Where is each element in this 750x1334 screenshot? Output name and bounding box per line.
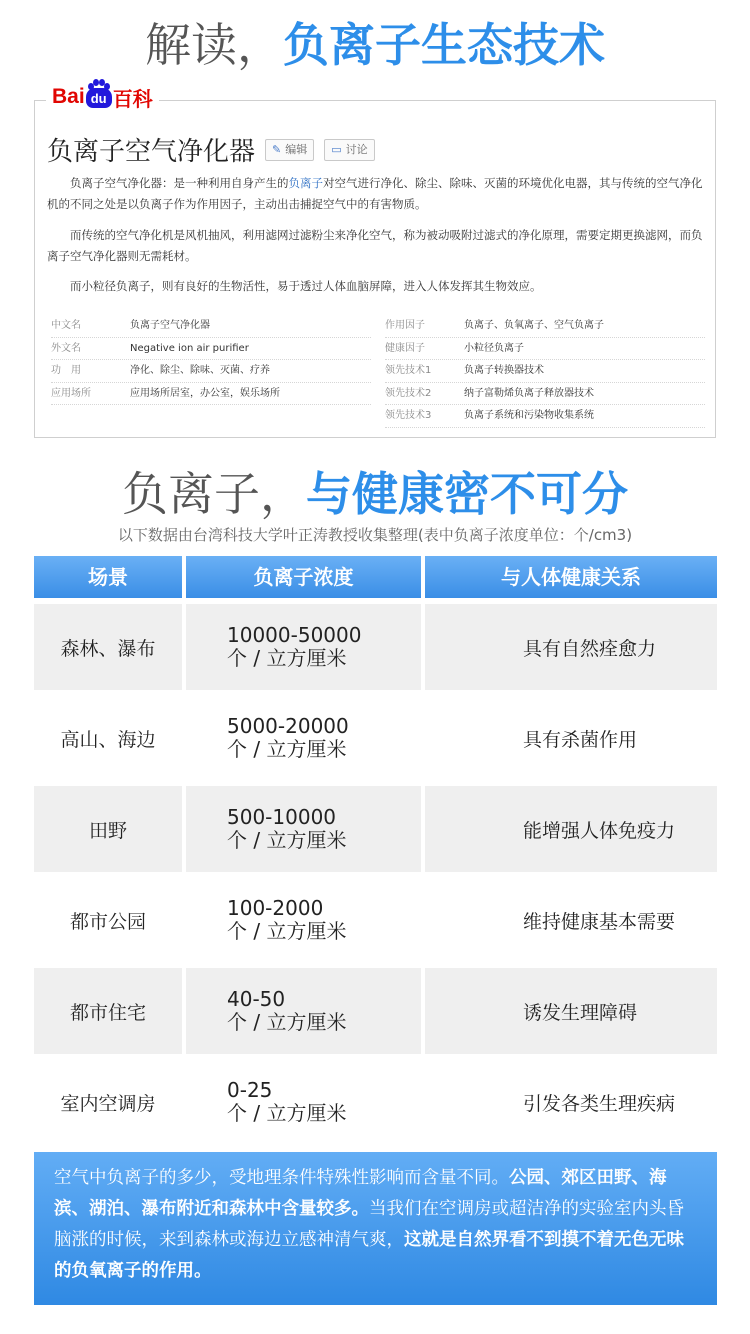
cell-scene: 室内空调房 [60,1092,156,1115]
info-row [385,383,705,406]
logo-du: du [90,91,107,106]
info-value: 纳子富勒烯负离子释放器技术 [464,387,594,399]
concentration-unit: 个 / 立方厘米 [227,1010,347,1034]
section2-subtitle: 以下数据由台湾科技大学叶正涛教授收集整理(表中负离子浓度单位：个/cm3) [117,526,633,544]
cell-relation: 维持健康基本需要 [523,910,676,933]
header-scene: 场景 [34,556,182,598]
section1-title [0,14,750,76]
concentration-unit: 个 / 立方厘米 [227,828,347,852]
cell-concentration [186,786,421,872]
table-row [34,604,717,690]
baidu-baike-logo [46,80,159,114]
info-value: Negative ion air purifier [130,342,249,354]
info-key: 领先技术3 [385,410,432,421]
info-row [385,360,705,383]
section1-title-accent: 负离子生态技术 [283,18,605,72]
info-row [385,315,705,338]
info-key: 健康因子 [385,342,425,354]
info-row [51,360,371,383]
concentration-value: 500-10000 [227,805,337,829]
cell-relation: 具有杀菌作用 [523,728,638,751]
concentration-value: 100-2000 [227,896,324,920]
cell-concentration [186,968,421,1054]
table-row [34,1059,717,1145]
note-text-1: 空气中负离子的多少，受地理条件特殊性影响而含量不同。 [54,1168,509,1188]
info-value: 小粒径负离子 [464,342,524,354]
info-key: 应用场所 [51,387,91,399]
cell-concentration [186,604,421,690]
info-value: 负离子系统和污染物收集系统 [464,410,594,421]
baike-paragraph-2: 而传统的空气净化机是风机抽风，利用滤网过滤粉尘来净化空气，称为被动吸附过滤式的净化原理，需要定期更换滤网，而负离子空气净化器则无需耗材。 [47,228,703,263]
info-key: 领先技术1 [385,365,432,376]
edit-button[interactable] [265,139,314,161]
cell-concentration [186,877,421,963]
paw-icon [88,79,110,87]
concentration-unit: 个 / 立方厘米 [227,1101,347,1125]
info-value: 负离子转换器技术 [464,365,544,376]
section2-title-accent: 与健康密不可分 [306,467,628,521]
para1-text-a: 负离子空气净化器：是一种利用自身产生的 [70,176,289,190]
cell-scene: 森林、瀑布 [34,604,182,690]
edit-label: 编辑 [285,142,308,156]
info-key: 中文名 [51,320,81,331]
cell-relation: 诱发生理障碍 [425,968,717,1054]
concentration-unit: 个 / 立方厘米 [227,737,347,761]
baike-heading: 负离子空气净化器 [47,137,256,167]
info-value: 负离子空气净化器 [130,320,210,331]
concentration-value: 5000-20000 [227,714,349,738]
baike-header [47,131,375,168]
table-row [34,786,717,872]
cell-scene: 都市住宅 [34,968,182,1054]
info-row [51,383,371,406]
info-value: 负离子、负氧离子、空气负离子 [464,320,604,331]
info-row [51,338,371,361]
concentration-unit: 个 / 立方厘米 [227,646,347,670]
pencil-icon: ✎ [272,142,282,156]
cell-scene: 都市公园 [69,910,146,933]
cell-concentration [186,695,421,781]
table-row [34,877,717,963]
info-key: 作用因子 [385,320,425,331]
concentration-value: 10000-50000 [227,623,362,647]
logo-bai: Bai [52,85,85,108]
info-key: 外文名 [51,342,81,354]
info-left-column [51,315,371,405]
negative-ion-link[interactable]: 负离子 [288,176,323,190]
section2-title-light: 负离子， [122,467,306,521]
baike-paragraph-1 [47,173,707,215]
para1-text-b: 对空气进行净化、除尘、除味、灭菌的环境优化电器，其与传统的空气净化机的不同之处是以负离子作为作用因子，主动出击捕捉空气中的有害物质。 [47,176,703,211]
section1-title-light: 解读， [145,18,283,72]
info-row [385,405,705,428]
info-row [385,338,705,361]
info-value: 净化、除尘、除味、灭菌、疗养 [130,365,270,376]
concentration-value: 0-25 [227,1078,273,1102]
header-relation: 与人体健康关系 [425,556,717,598]
cell-concentration [186,1059,421,1145]
note-text-2-bold: 公园、郊区田野、海滨、湖泊、瀑布附近和森林中含量较多。 [54,1168,667,1219]
header-concentration: 负离子浓度 [186,556,421,598]
baike-paragraph-3: 而小粒径负离子，则有良好的生物活性，易于透过人体血脑屏障，进入人体发挥其生物效应。 [70,279,542,293]
note-text-4-bold: 这就是自然界看不到摸不着无色无味的负氧离子的作用。 [54,1230,684,1281]
info-key: 功 用 [51,365,81,376]
info-value: 应用场所居室，办公室，娱乐场所 [130,387,280,399]
summary-note [34,1152,717,1305]
cell-scene: 高山、海边 [60,728,156,751]
ion-concentration-table [34,556,717,1125]
logo-baike: 百科 [112,88,153,111]
cell-relation: 引发各类生理疾病 [523,1092,676,1115]
cell-relation: 具有自然痊愈力 [425,604,717,690]
cell-relation: 能增强人体免疫力 [425,786,717,872]
logo-paw [86,88,112,108]
info-right-column [385,315,705,428]
table-row [34,968,717,1054]
discuss-label: 讨论 [345,142,368,156]
discuss-button[interactable] [324,139,374,161]
section2-title [0,462,750,526]
concentration-value: 40-50 [227,987,286,1011]
table-row [34,695,717,781]
info-row [51,315,371,338]
concentration-unit: 个 / 立方厘米 [227,919,347,943]
baike-card [34,100,716,438]
table-header [34,556,717,598]
comment-icon: ▭ [331,142,342,156]
info-key: 领先技术2 [385,387,432,399]
note-text-3: 当我们在空调房或超洁净的实验室内头昏脑涨的时候，来到森林或海边立感神清气爽， [54,1199,684,1250]
cell-scene: 田野 [34,786,182,872]
